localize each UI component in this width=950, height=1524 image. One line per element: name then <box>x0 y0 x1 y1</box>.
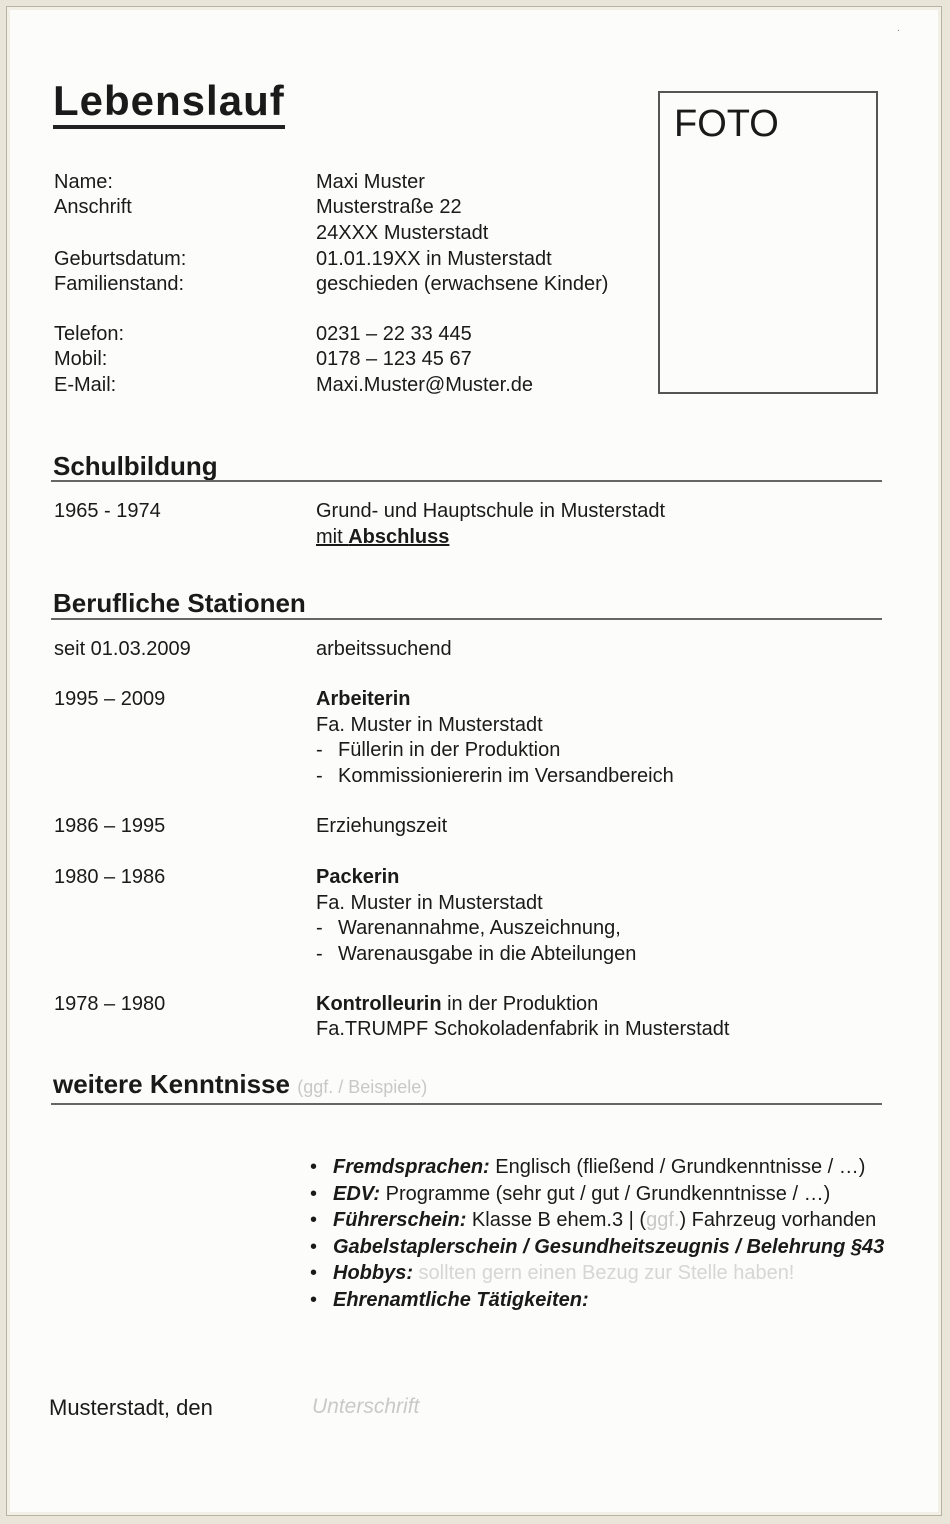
section-divider <box>51 480 882 482</box>
value-phone: 0231 – 22 33 445 <box>316 323 472 345</box>
section-divider <box>51 1103 882 1105</box>
school-period: 1965 - 1974 <box>54 500 161 522</box>
section-divider <box>51 618 882 620</box>
value-street: Musterstraße 22 <box>316 196 462 218</box>
label-marital-status: Familienstand: <box>54 273 185 295</box>
career-title: Packerin <box>316 866 400 888</box>
label-name: Name: <box>54 171 113 193</box>
label-phone: Telefon: <box>54 323 125 345</box>
career-period: seit 01.03.2009 <box>54 638 191 660</box>
place-date: Musterstadt, den <box>49 1395 213 1420</box>
label-address: Anschrift <box>54 196 132 218</box>
list-item: • Ehrenamtliche Tätigkeiten: <box>310 1288 589 1311</box>
section-heading-skills: weitere Kenntnisse (ggf. / Beispiele) <box>53 1069 428 1099</box>
skills-list <box>310 1154 884 1313</box>
list-item: • Führerschein: Klasse B ehem.3 | (ggf.) Fahrzeug vorhanden <box>310 1209 877 1231</box>
section-heading-school: Schulbildung <box>53 451 218 481</box>
value-mobile: 0178 – 123 45 67 <box>316 348 472 370</box>
school-name: Grund- und Hauptschule in Musterstadt <box>316 500 666 522</box>
list-item: • Hobbys: sollten gern einen Bezug zur Stelle haben! <box>310 1262 795 1284</box>
career-task: - Füllerin in der Produktion <box>316 739 561 761</box>
cv-page <box>6 6 942 1516</box>
career-period: 1995 – 2009 <box>54 688 166 710</box>
value-name: Maxi Muster <box>316 171 425 193</box>
career-title: arbeitssuchend <box>316 638 452 660</box>
corner-mark: . <box>897 23 900 34</box>
career-company: Fa. Muster in Musterstadt <box>316 892 543 914</box>
photo-placeholder <box>658 91 878 394</box>
career-company: Fa. Muster in Musterstadt <box>316 714 543 736</box>
signature-placeholder: Unterschrift <box>312 1395 420 1418</box>
list-item: • EDV: Programme (sehr gut / gut / Grundkenntnisse / …) <box>310 1182 831 1205</box>
photo-label: FOTO <box>674 103 779 145</box>
career-task: - Kommissioniererin im Versandbereich <box>316 765 674 787</box>
list-item: • Gabelstaplerschein / Gesundheitszeugnis / Belehrung §43 <box>310 1235 885 1258</box>
label-email: E-Mail: <box>54 374 117 396</box>
page-title: Lebenslauf <box>53 79 285 129</box>
section-heading-career: Berufliche Stationen <box>53 588 306 618</box>
career-period: 1986 – 1995 <box>54 815 166 837</box>
school-degree: mit Abschluss <box>316 526 450 548</box>
value-email: Maxi.Muster@Muster.de <box>316 374 534 396</box>
career-task: - Warenannahme, Auszeichnung, <box>316 917 621 939</box>
career-title: Arbeiterin <box>316 688 411 710</box>
value-city: 24XXX Musterstadt <box>316 222 489 244</box>
label-mobile: Mobil: <box>54 348 108 370</box>
career-title: Erziehungszeit <box>316 815 448 837</box>
list-item: • Fremdsprachen: Englisch (fließend / Grundkenntnisse / …) <box>310 1156 866 1178</box>
career-company: Fa.TRUMPF Schokoladenfabrik in Musterstadt <box>316 1018 730 1040</box>
label-birthdate: Geburtsdatum: <box>54 248 187 270</box>
career-task: - Warenausgabe in die Abteilungen <box>316 943 637 965</box>
value-marital-status: geschieden (erwachsene Kinder) <box>316 273 609 295</box>
career-period: 1980 – 1986 <box>54 866 166 888</box>
career-title: Kontrolleurin in der Produktion <box>316 993 599 1015</box>
skills-hint: (ggf. / Beispiele) <box>297 1077 428 1097</box>
career-period: 1978 – 1980 <box>54 993 166 1015</box>
value-birthdate: 01.01.19XX in Musterstadt <box>316 248 552 270</box>
